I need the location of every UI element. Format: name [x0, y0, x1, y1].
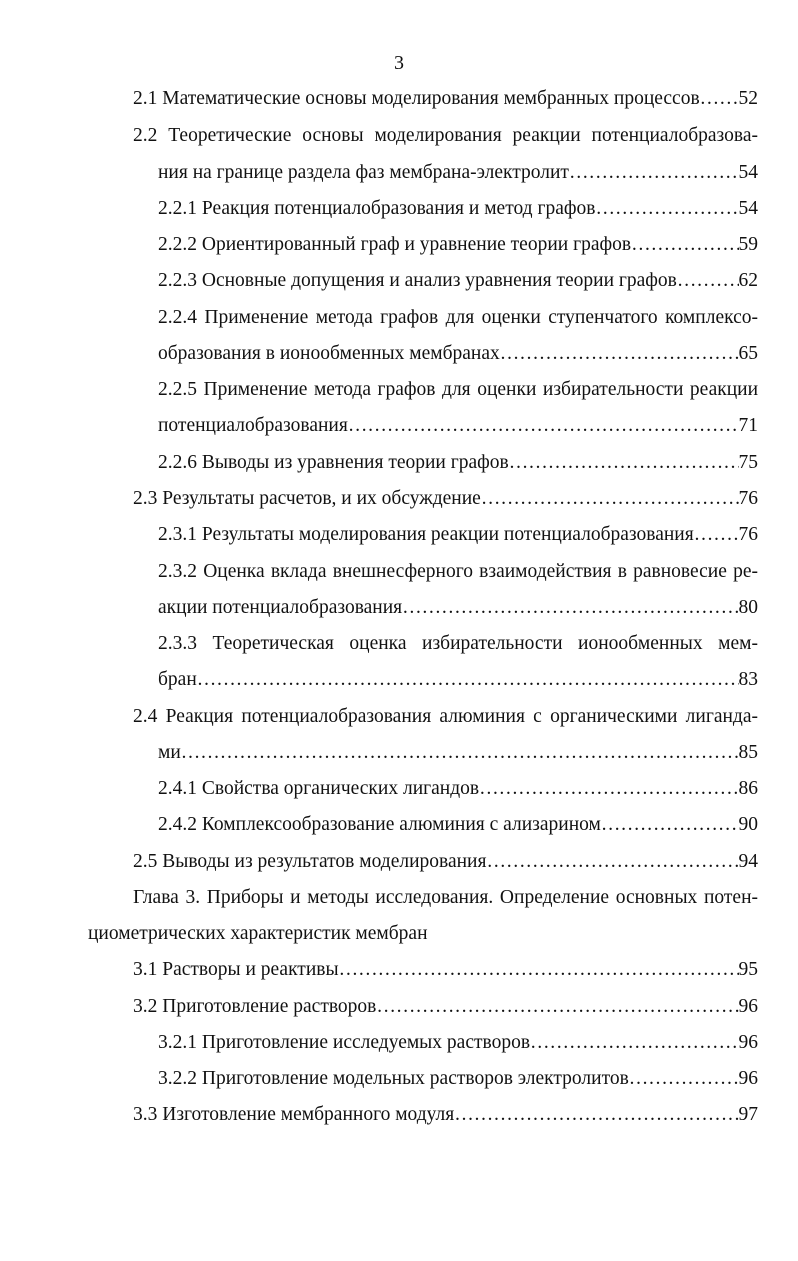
toc-entry-title: 2.3 Результаты расчетов, и их обсуждение: [133, 488, 481, 509]
toc-entry-page: 65: [738, 343, 758, 364]
toc-entry-page: 71: [738, 415, 758, 436]
toc-entry: [133, 994, 758, 1020]
toc-entry-page: 95: [738, 959, 758, 980]
toc-entry-page: 80: [738, 597, 758, 618]
toc-entry-title: образования в ионообменных мембранах: [158, 343, 500, 364]
toc-entry-page: 85: [738, 742, 758, 763]
toc-leader-dots: [677, 268, 739, 294]
toc-entry: [133, 849, 758, 875]
toc-entry: [158, 268, 758, 294]
toc-entry-page: 97: [738, 1104, 758, 1125]
toc-entry: [158, 196, 758, 222]
toc-entry: [158, 160, 758, 186]
toc-entry-title: 2.2.6 Выводы из уравнения теории графов: [158, 452, 509, 473]
toc-entry-page: 54: [738, 198, 758, 219]
toc-entry: [158, 1066, 758, 1092]
toc-entry: [158, 341, 758, 367]
toc-leader-dots: [339, 957, 739, 983]
toc-entry: [158, 413, 758, 439]
toc-entry-page: 96: [738, 1068, 758, 1089]
toc-entry: [158, 450, 758, 476]
toc-leader-dots: [509, 450, 739, 476]
toc-leader-dots: [629, 1066, 739, 1092]
toc-entry-title: 2.2.1 Реакция потенциалобразования и метод графов: [158, 198, 596, 219]
toc-leader-dots: [181, 740, 739, 766]
toc-entry-line: 2.2.4 Применение метода графов для оценки ступенчатого комплексо-: [158, 307, 758, 328]
toc-leader-dots: [402, 595, 738, 621]
toc-entry-title: 2.5 Выводы из результатов моделирования: [133, 851, 487, 872]
toc-entry-line: 2.2.5 Применение метода графов для оценки избирательности реакции: [158, 379, 758, 400]
toc-leader-dots: [376, 994, 738, 1020]
toc-entry: [158, 812, 758, 838]
toc-entry-page: 94: [738, 851, 758, 872]
toc-entry: [133, 86, 758, 112]
toc-leader-dots: [197, 667, 739, 693]
toc-entry-title: 2.3.1 Результаты моделирования реакции потенциалобразования: [158, 524, 694, 545]
toc-leader-dots: [481, 486, 739, 512]
toc-entry-title: потенциалобразования: [158, 415, 348, 436]
toc-entry-title: 3.2.2 Приготовление модельных растворов электролитов: [158, 1068, 629, 1089]
toc-entry-page: 52: [738, 88, 758, 109]
toc-entry-title: 3.1 Растворы и реактивы: [133, 959, 339, 980]
toc-entry-page: 83: [738, 669, 758, 690]
toc-entry-title: ния на границе раздела фаз мембрана-электролит: [158, 162, 569, 183]
page-number: 3: [394, 52, 404, 74]
toc-entry-page: 62: [738, 270, 758, 291]
toc-leader-dots: [569, 160, 739, 186]
toc-entry-title: 2.1 Математические основы моделирования мембранных процессов: [133, 88, 700, 109]
toc-entry-title: 3.2.1 Приготовление исследуемых растворов: [158, 1032, 531, 1053]
toc-entry: [158, 232, 758, 258]
toc-entry-title: 3.3 Изготовление мембранного модуля: [133, 1104, 455, 1125]
toc-entry-page: 96: [738, 1032, 758, 1053]
toc-entry: [158, 1030, 758, 1056]
chapter-heading-line: Глава 3. Приборы и методы исследования. Определение основных потен-: [133, 887, 758, 908]
toc-entry-line: 2.2 Теоретические основы моделирования реакции потенциалобразова-: [133, 125, 758, 146]
toc-leader-dots: [479, 776, 738, 802]
toc-leader-dots: [631, 232, 738, 258]
toc-entry-line: 2.4 Реакция потенциалобразования алюминия с органическими лиганда-: [133, 706, 758, 727]
toc-leader-dots: [500, 341, 739, 367]
toc-entry-page: 75: [738, 452, 758, 473]
toc-entry: [133, 1102, 758, 1128]
toc-entry-title: 2.2.2 Ориентированный граф и уравнение теории графов: [158, 234, 632, 255]
toc-entry-page: 76: [738, 524, 758, 545]
toc-entry-title: акции потенциалобразования: [158, 597, 403, 618]
toc-leader-dots: [601, 812, 739, 838]
toc-entry: [158, 667, 758, 693]
toc-leader-dots: [454, 1102, 738, 1128]
chapter-heading-line: циометрических характеристик мембран: [88, 923, 428, 944]
toc-entry-title: бран: [158, 669, 197, 690]
toc-entry-title: ми: [158, 742, 181, 763]
toc-leader-dots: [348, 413, 739, 439]
toc-entry: [158, 595, 758, 621]
toc-entry-title: 2.2.3 Основные допущения и анализ уравнения теории графов: [158, 270, 677, 291]
toc-entry-page: 86: [738, 778, 758, 799]
toc-entry-title: 3.2 Приготовление растворов: [133, 996, 377, 1017]
toc-entry-page: 76: [738, 488, 758, 509]
toc-leader-dots: [700, 86, 739, 112]
toc-leader-dots: [486, 849, 738, 875]
toc-entry: [158, 740, 758, 766]
toc-leader-dots: [595, 196, 738, 222]
toc-entry-page: 59: [738, 234, 758, 255]
toc-entry: [158, 522, 758, 548]
toc-leader-dots: [694, 522, 739, 548]
toc-entry-title: 2.4.2 Комплексообразование алюминия с ализарином: [158, 814, 601, 835]
toc-leader-dots: [530, 1030, 738, 1056]
toc-entry-title: 2.4.1 Свойства органических лигандов: [158, 778, 480, 799]
toc-entry-page: 54: [738, 162, 758, 183]
toc-entry: [133, 486, 758, 512]
toc-entry-page: 90: [738, 814, 758, 835]
toc-entry-page: 96: [738, 996, 758, 1017]
toc-entry: [133, 957, 758, 983]
toc-entry: [158, 776, 758, 802]
toc-entry-line: 2.3.3 Теоретическая оценка избирательности ионообменных мем-: [158, 633, 758, 654]
toc-entry-line: 2.3.2 Оценка вклада внешнесферного взаимодействия в равновесие ре-: [158, 561, 758, 582]
